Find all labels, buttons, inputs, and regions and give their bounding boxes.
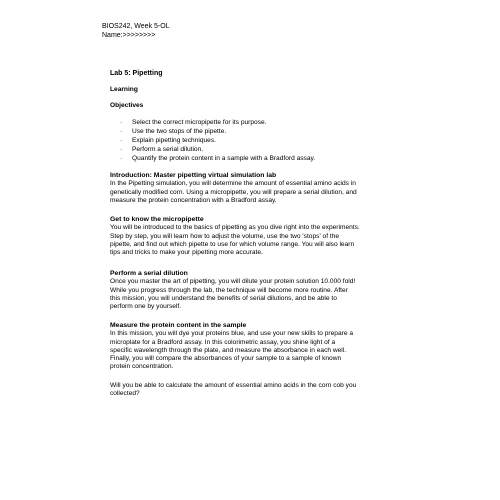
closing-line: collected? bbox=[110, 390, 140, 398]
section-heading: Get to know the micropipette bbox=[110, 216, 204, 223]
objective-item: · Use the two stops of the pipette. bbox=[120, 128, 227, 135]
closing-question bbox=[110, 382, 392, 399]
objectives-list bbox=[120, 118, 315, 163]
section-heading: Measure the protein content in the sample bbox=[110, 322, 247, 329]
section-line: microplate for a Bradford assay. In this colorimetric assay, you shine light of a bbox=[110, 338, 336, 346]
section-micropipette bbox=[110, 216, 392, 257]
bullet-icon: · bbox=[120, 146, 123, 153]
section-line: perform one by yourself. bbox=[110, 303, 182, 311]
objectives-heading: Objectives bbox=[110, 102, 144, 109]
objective-item: · Perform a serial dilution. bbox=[120, 146, 204, 153]
objective-item: · Quantify the protein content in a sample with a Bradford assay. bbox=[120, 155, 316, 162]
section-line: In this mission, you will dye your proteins blue, and use your new skills to prepare a bbox=[110, 330, 353, 338]
closing-line: Will you be able to calculate the amount of essential amino acids in the corn cob you bbox=[110, 382, 357, 389]
section-introduction bbox=[110, 172, 392, 205]
section-line: genetically modified corn. Using a micropipette, you will prepare a serial dilution, and bbox=[110, 188, 357, 196]
learning-heading: Learning bbox=[110, 86, 138, 93]
section-line: pipette, and find out which pipette to use for which volume range. You will also learn bbox=[110, 240, 355, 248]
section-line: In the Pipetting simulation, you will determine the amount of essential amino acids in bbox=[110, 180, 356, 188]
section-line: protein concentration. bbox=[110, 363, 174, 371]
document-header bbox=[102, 22, 170, 40]
bullet-icon: · bbox=[120, 137, 123, 144]
section-protein-content bbox=[110, 322, 392, 372]
section-serial-dilution bbox=[110, 270, 392, 311]
bullet-icon: · bbox=[120, 155, 123, 162]
section-line: specific wavelength through the plate, and measure the absorbance in each well. bbox=[110, 346, 347, 354]
section-line: measure the protein concentration with a Bradford assay. bbox=[110, 196, 277, 204]
section-line: While you progress through the lab, the technique will become more routine. After bbox=[110, 286, 348, 294]
bullet-icon: · bbox=[120, 128, 123, 135]
section-line: Finally, you will compare the absorbances of your sample to a sample of known bbox=[110, 355, 342, 363]
course-line: BIOS242, Week 5-OL bbox=[102, 23, 170, 30]
section-line: You will be introduced to the basics of pipetting as you dive right into the experiments. bbox=[110, 224, 360, 232]
lab-title: Lab 5: Pipetting bbox=[110, 70, 163, 77]
name-line: Name:>>>>>>>> bbox=[102, 32, 156, 39]
section-line: Step by step, you will learn how to adjust the volume, use the two 'stops' of the bbox=[110, 232, 340, 240]
objective-item: · Explain pipetting techniques. bbox=[120, 137, 216, 144]
section-line: tips and tricks to make your pipetting more accurate. bbox=[110, 249, 263, 257]
bullet-icon: · bbox=[120, 119, 123, 126]
objective-item: · Select the correct micropipette for its purpose. bbox=[120, 119, 267, 126]
section-heading: Perform a serial dilution bbox=[110, 270, 188, 277]
section-line: this mission, you will understand the benefits of serial dilutions, and be able to bbox=[110, 294, 337, 302]
section-heading: Introduction: Master pipetting virtual simulation lab bbox=[110, 172, 277, 179]
section-line: Once you master the art of pipetting, you will dilute your protein solution 10.000 fold! bbox=[110, 278, 356, 286]
